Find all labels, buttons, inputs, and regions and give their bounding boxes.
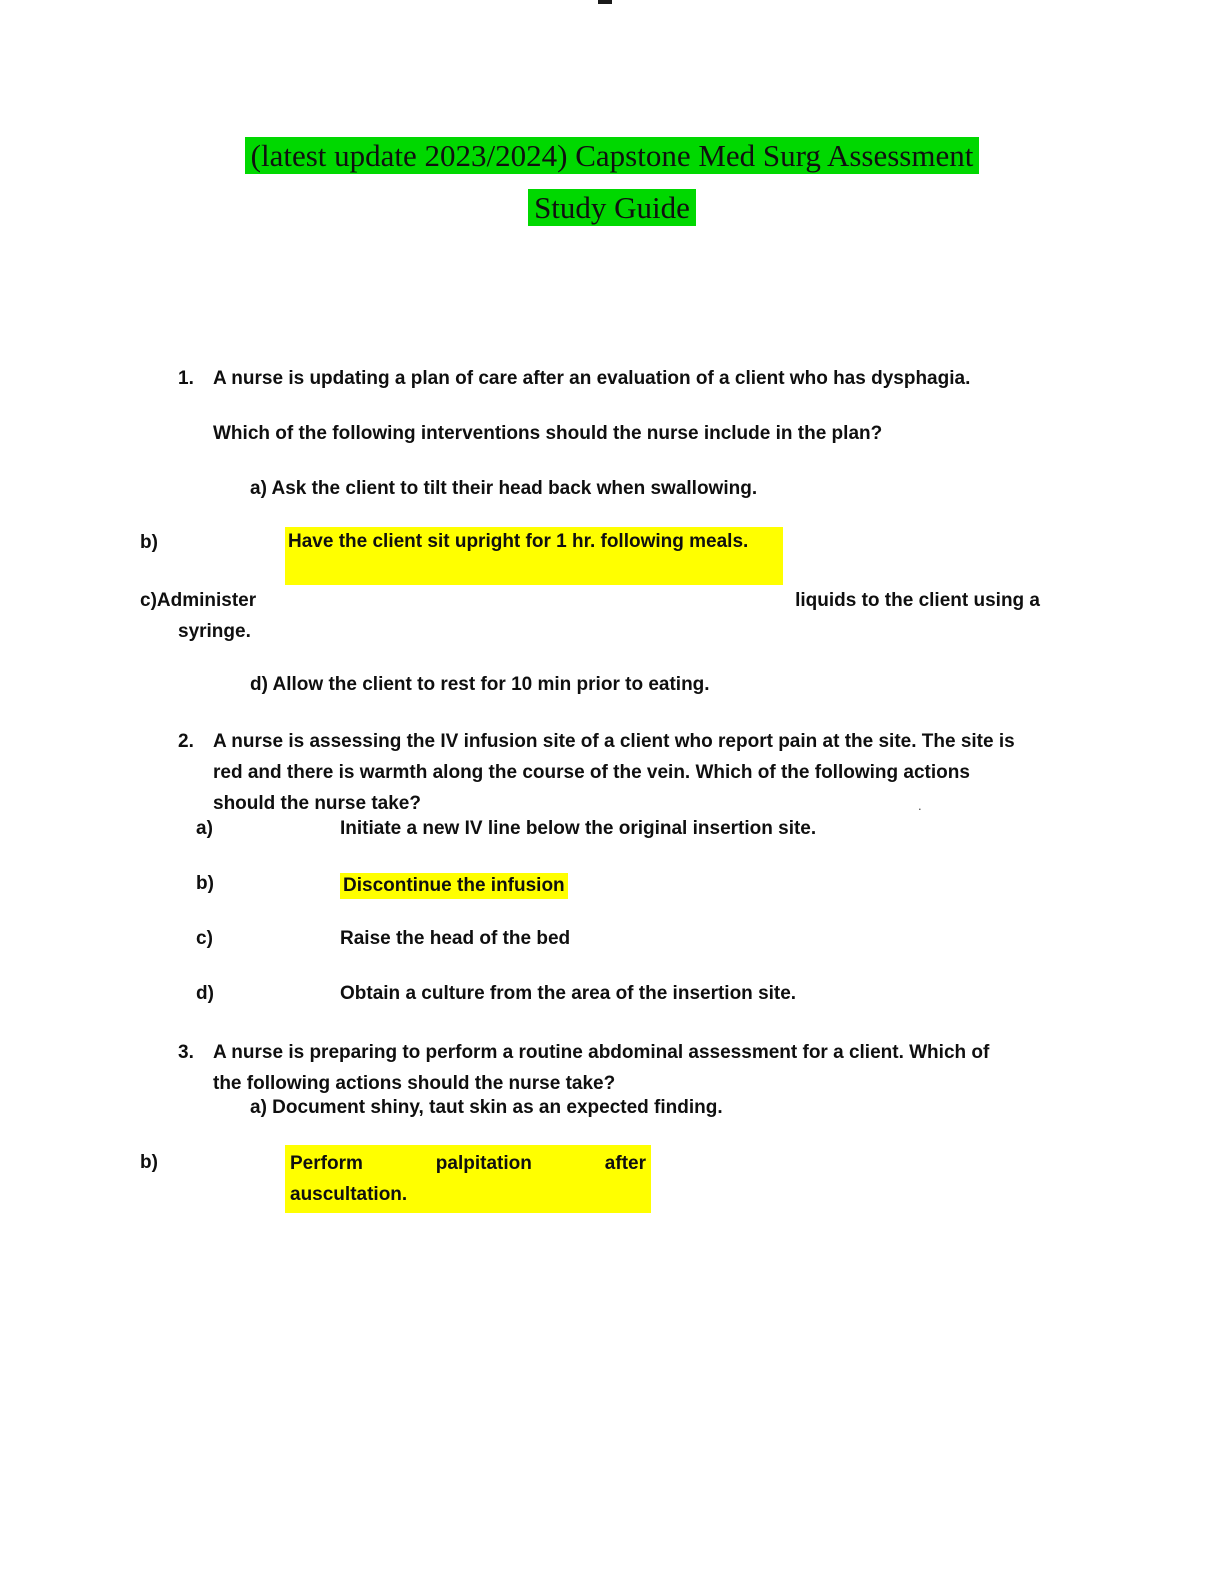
q3-option-b-label: b): [140, 1152, 158, 1173]
q2-option-c-label: c): [196, 928, 213, 949]
q1-option-b-text: Have the client sit upright for 1 hr. following meals.: [288, 531, 749, 552]
q1-stem-line2: Which of the following interventions should the nurse include in the plan?: [213, 423, 883, 444]
top-edge-mark: [598, 0, 612, 4]
q1-number: 1.: [178, 368, 194, 389]
q2-option-a-text: Initiate a new IV line below the original insertion site.: [340, 818, 817, 839]
q2-stem-line2: red and there is warmth along the course of the vein. Which of the following actions: [213, 762, 970, 783]
q1-stem-line1: A nurse is updating a plan of care after an evaluation of a client who has dysphagia.: [213, 368, 971, 389]
q2-option-d-text: Obtain a culture from the area of the insertion site.: [340, 983, 797, 1004]
stray-period-mark: .: [918, 798, 922, 813]
q3-stem-line1: A nurse is preparing to perform a routine abdominal assessment for a client. Which of: [213, 1042, 990, 1063]
q1-option-b-label: b): [140, 532, 158, 553]
q2-option-a-row: [196, 818, 816, 840]
q1-option-c-right: liquids to the client using a: [795, 590, 1040, 611]
q2-stem-row: [178, 726, 1015, 819]
q2-option-b-row: [196, 873, 568, 899]
q1-option-d: d) Allow the client to rest for 10 min prior to eating.: [250, 674, 710, 695]
q2-option-d-label: d): [196, 983, 214, 1004]
q2-option-c-row: [196, 928, 570, 950]
q2-stem: [213, 726, 1015, 819]
q3-option-b-word1: Perform: [290, 1153, 363, 1174]
q3-stem: [213, 1037, 989, 1099]
q3-option-b-word3: after: [604, 1153, 646, 1174]
q2-number: 2.: [178, 731, 194, 752]
title-line2: Study Guide: [528, 189, 696, 226]
q2-stem-line3: should the nurse take?: [213, 793, 421, 814]
title-row-2: [0, 182, 1224, 234]
q1-option-c-label: c)Administer: [140, 590, 257, 611]
title-row-1: [0, 130, 1224, 182]
q2-option-b-text: Discontinue the infusion: [340, 873, 568, 899]
q1-option-c-continuation: syringe.: [178, 621, 251, 642]
q1-option-b-highlight: [285, 527, 783, 585]
q2-option-a-label: a): [196, 818, 213, 839]
q1-stem-row: [178, 368, 970, 390]
q3-stem-row: [178, 1037, 989, 1099]
q3-option-a: a) Document shiny, taut skin as an expected finding.: [250, 1097, 723, 1118]
document-title: [0, 130, 1224, 234]
q3-option-b-highlight: [285, 1145, 651, 1213]
q2-option-b-label: b): [196, 873, 214, 894]
q2-stem-line1: A nurse is assessing the IV infusion site of a client who report pain at the site. The site is: [213, 731, 1015, 752]
title-line1: (latest update 2023/2024) Capstone Med Surg Assessment: [245, 137, 980, 174]
q3-number: 3.: [178, 1042, 194, 1063]
q3-stem-line2: the following actions should the nurse take?: [213, 1073, 616, 1094]
q3-option-b-line1: [290, 1148, 646, 1179]
q2-option-c-text: Raise the head of the bed: [340, 928, 571, 949]
q3-option-b-word2: palpitation: [435, 1153, 532, 1174]
q2-option-d-row: [196, 983, 796, 1005]
q1-option-a: a) Ask the client to tilt their head back when swallowing.: [250, 478, 758, 499]
q3-option-b-line2: auscultation.: [290, 1184, 408, 1205]
q1-option-c-row: [140, 590, 1040, 612]
